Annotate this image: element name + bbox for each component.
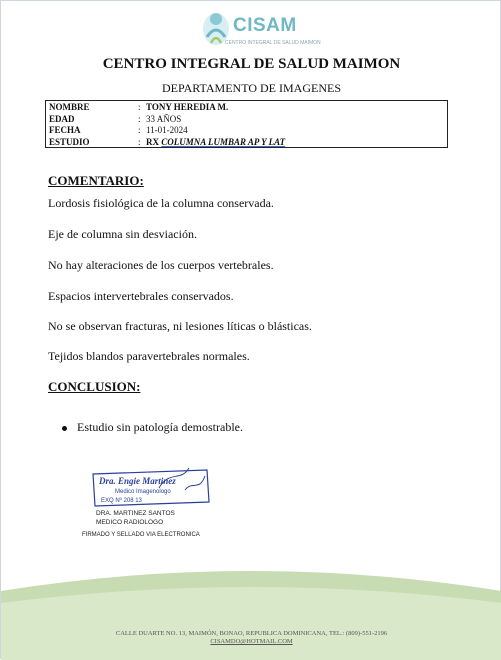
name-label: NOMBRE: [49, 102, 90, 112]
footer-email[interactable]: CISAMDO@HOTMAIL.COM: [210, 638, 293, 645]
comment-line: Lordosis fisiológica de la columna conservada.: [48, 196, 274, 210]
study-prefix: RX: [146, 136, 159, 147]
patient-date-row: [46, 125, 447, 137]
date-value: 11-01-2024: [146, 125, 188, 135]
date-separator: :: [138, 125, 141, 135]
signature-stamp: [89, 462, 213, 510]
doctor-name: DRA. MARTINEZ SANTOS: [96, 510, 175, 517]
comment-line: Eje de columna sin desviación.: [48, 227, 197, 241]
stamp-role: Medico Imagenologo: [115, 489, 171, 495]
conclusion-heading: CONCLUSION:: [48, 379, 141, 394]
footer-address: CALLE DUARTE NO. 13, MAIMÓN, BONAO, REPUBLICA DOMINICANA, TEL.: (809)-551-2196: [115, 630, 388, 637]
logo-subtitle: CENTRO INTEGRAL DE SALUD MAIMON: [225, 40, 321, 46]
name-value: TONY HEREDIA M.: [146, 102, 229, 112]
study-label: ESTUDIO: [49, 136, 90, 147]
comment-line: Tejidos blandos paravertebrales normales.: [48, 349, 250, 363]
date-label: FECHA: [49, 125, 81, 135]
name-separator: :: [138, 102, 141, 112]
bullet-icon: [62, 426, 67, 431]
report-title: CENTRO INTEGRAL DE SALUD MAIMON: [102, 56, 401, 72]
cisam-logo: [199, 7, 321, 51]
doctor-role: MEDICO RADIOLOGO: [96, 519, 164, 526]
stamp-exeq: EXQ Nº 208 13: [101, 498, 142, 504]
age-separator: :: [138, 113, 141, 124]
conclusion-text: Estudio sin patología demostrable.: [77, 420, 243, 434]
stamp-name: Dra. Engie Martinez: [99, 476, 176, 486]
logo-name: CISAM: [233, 15, 297, 36]
comment-line: No se observan fracturas, ni lesiones líticas o blásticas.: [48, 319, 312, 333]
study-value: [146, 137, 285, 149]
study-description: COLUMNA LUMBAR AP Y LAT: [161, 136, 286, 147]
comment-heading: COMENTARIO:: [48, 173, 144, 188]
signature-note: FIRMADO Y SELLADO VIA ELECTRONICA: [82, 532, 200, 538]
comment-line: Espacios intervertebrales conservados.: [48, 289, 234, 303]
comment-line: No hay alteraciones de los cuerpos vertebrales.: [48, 258, 274, 272]
study-separator: :: [138, 136, 141, 147]
patient-study-row: [46, 137, 447, 149]
footer-wave: [1, 561, 501, 660]
department-name: DEPARTAMENTO DE IMAGENES: [162, 81, 341, 95]
age-label: EDAD: [49, 113, 75, 124]
patient-name-row: [46, 102, 447, 114]
age-value: 33 AÑOS: [146, 113, 182, 124]
patient-info-box: [45, 100, 448, 148]
patient-age-row: [46, 114, 447, 126]
